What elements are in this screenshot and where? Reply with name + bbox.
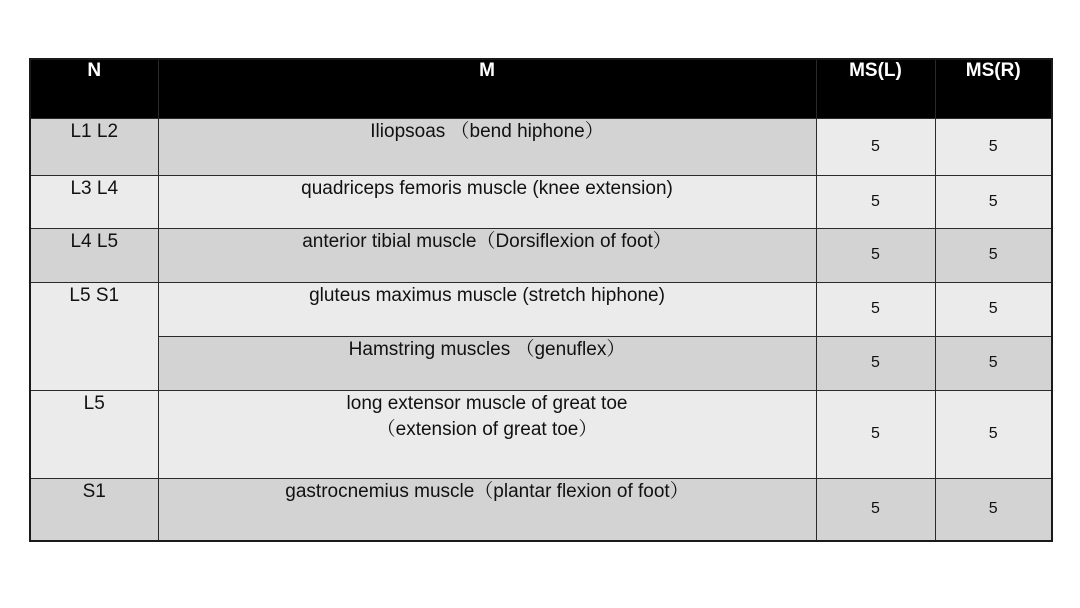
ms-right-cell: 5 — [935, 390, 1052, 478]
muscle-line-1: long extensor muscle of great toe — [346, 392, 628, 414]
ms-right-cell: 5 — [935, 282, 1052, 336]
muscle-cell: Iliopsoas （bend hiphone） — [158, 118, 816, 175]
nerve-root-cell: L1 L2 — [30, 118, 158, 175]
muscle-line-2: （extension of great toe） — [376, 418, 598, 440]
table-row — [30, 118, 1052, 175]
header-n: N — [30, 59, 158, 118]
muscle-cell: Hamstring muscles （genuflex） — [158, 336, 816, 390]
muscle-cell: quadriceps femoris muscle (knee extension) — [158, 175, 816, 228]
header-m: M — [158, 59, 816, 118]
nerve-root-cell: L5 — [30, 390, 158, 478]
table-row — [30, 175, 1052, 228]
ms-right-cell: 5 — [935, 478, 1052, 541]
ms-left-cell: 5 — [816, 390, 935, 478]
muscle-cell — [158, 390, 816, 478]
nerve-root-cell: L5 S1 — [30, 282, 158, 390]
muscle-cell: anterior tibial muscle（Dorsiflexion of foot） — [158, 228, 816, 282]
nerve-root-cell: L3 L4 — [30, 175, 158, 228]
nerve-root-cell: L4 L5 — [30, 228, 158, 282]
nerve-root-cell: S1 — [30, 478, 158, 541]
table-row — [30, 336, 1052, 390]
ms-left-cell: 5 — [816, 118, 935, 175]
ms-left-cell: 5 — [816, 336, 935, 390]
muscle-cell: gastrocnemius muscle（plantar flexion of foot） — [158, 478, 816, 541]
ms-left-cell: 5 — [816, 478, 935, 541]
table-row — [30, 282, 1052, 336]
ms-right-cell: 5 — [935, 118, 1052, 175]
table-row — [30, 228, 1052, 282]
header-ms-right: MS(R) — [935, 59, 1052, 118]
ms-left-cell: 5 — [816, 282, 935, 336]
ms-right-cell: 5 — [935, 336, 1052, 390]
muscle-strength-table — [29, 58, 1053, 542]
header-ms-left: MS(L) — [816, 59, 935, 118]
ms-left-cell: 5 — [816, 175, 935, 228]
table-row — [30, 390, 1052, 478]
ms-left-cell: 5 — [816, 228, 935, 282]
ms-right-cell: 5 — [935, 175, 1052, 228]
ms-right-cell: 5 — [935, 228, 1052, 282]
muscle-cell: gluteus maximus muscle (stretch hiphone) — [158, 282, 816, 336]
table-header-row — [30, 59, 1052, 118]
table-row — [30, 478, 1052, 541]
